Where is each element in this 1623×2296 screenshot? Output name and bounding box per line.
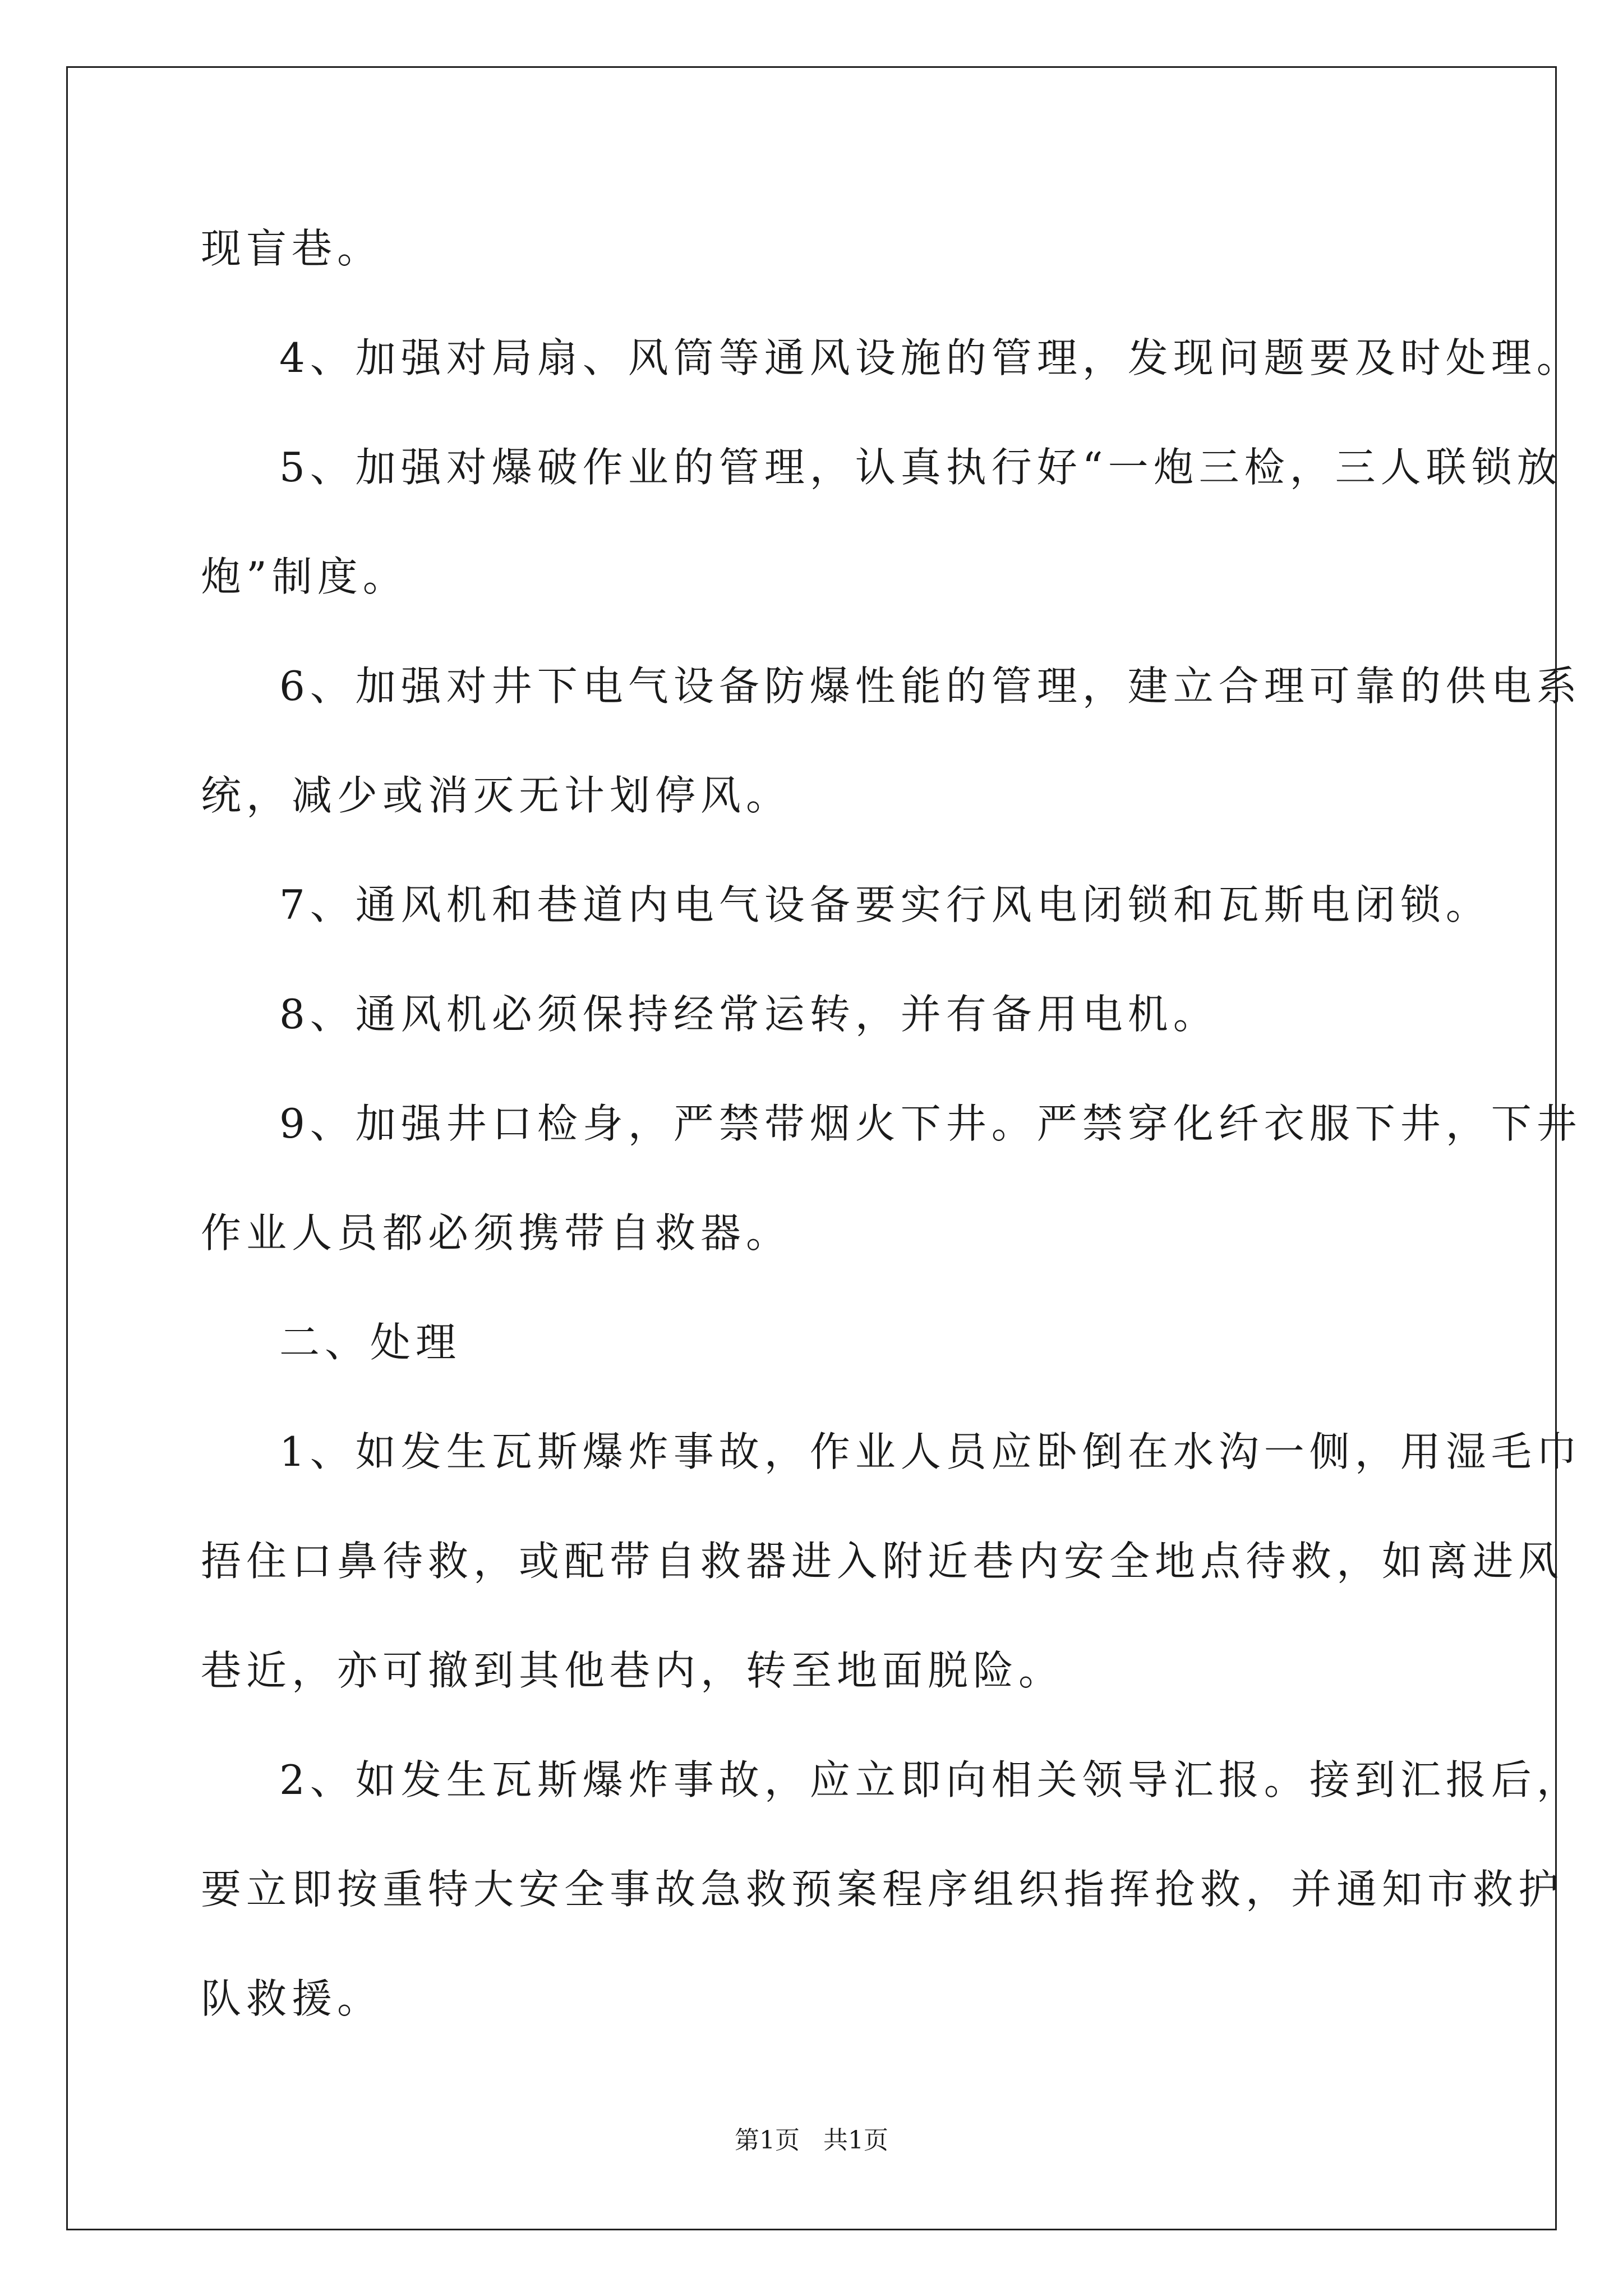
text-line: 8、通风机必须保持经常运转，并有备用电机。 xyxy=(279,991,1219,1038)
text-line: 巷近，亦可撤到其他巷内，转至地面脱险。 xyxy=(201,1647,1064,1694)
text-line: 5、加强对爆破作业的管理，认真执行好“一炮三检，三人联锁放 xyxy=(279,444,1562,491)
text-line: 队救援。 xyxy=(201,1975,383,2022)
text-line: 现盲巷。 xyxy=(201,225,383,272)
section-heading: 二、处理 xyxy=(279,1319,462,1366)
text-line: 6、加强对井下电气设备防爆性能的管理，建立合理可靠的供电系 xyxy=(279,662,1582,710)
text-line: 2、如发生瓦斯爆炸事故，应立即向相关领导汇报。接到汇报后， xyxy=(279,1756,1582,1803)
text-line: 1、如发生瓦斯爆炸事故，作业人员应卧倒在水沟一侧，用湿毛巾 xyxy=(279,1428,1582,1475)
text-line: 捂住口鼻待救，或配带自救器进入附近巷内安全地点待救，如离进风 xyxy=(201,1538,1564,1585)
text-line: 9、加强井口检身，严禁带烟火下井。严禁穿化纤衣服下井，下井 xyxy=(279,1100,1582,1147)
text-line: 4、加强对局扇、风筒等通风设施的管理，发现问题要及时处理。 xyxy=(279,334,1582,381)
text-line: 作业人员都必须携带自救器。 xyxy=(201,1209,792,1257)
text-line: 炮”制度。 xyxy=(201,553,408,600)
text-line: 要立即按重特大安全事故急救预案程序组织指挥抢救，并通知市救护 xyxy=(201,1866,1564,1913)
page-number: 第1页 共1页 xyxy=(735,2126,888,2155)
text-line: 7、通风机和巷道内电气设备要实行风电闭锁和瓦斯电闭锁。 xyxy=(279,881,1491,928)
text-line: 统，减少或消灭无计划停风。 xyxy=(201,772,792,819)
